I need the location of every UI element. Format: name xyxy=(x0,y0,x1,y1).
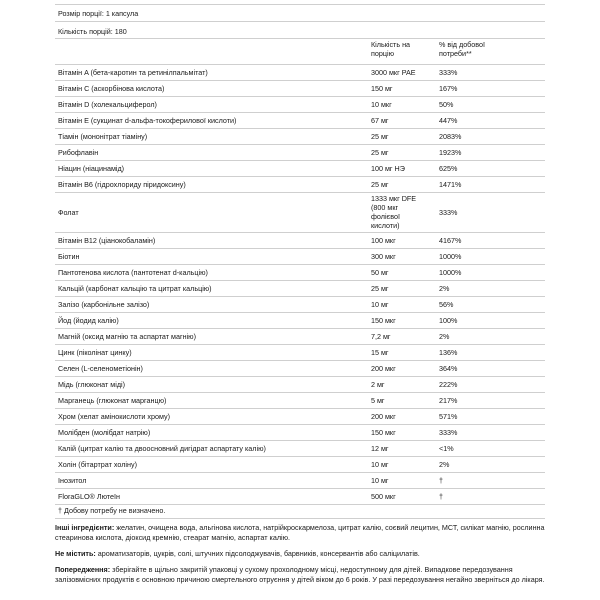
nutrient-row xyxy=(55,265,545,280)
ingredients-text: желатин, очищена вода, альгінова кислота, натрійкроскармелоза, цитрат калію, соєвий лецитин, МСТ, силікат магнію, рослинна стеаринова кислота, діоксид кремнію, стеарат магнію, аспартат калію. xyxy=(55,523,545,542)
divider xyxy=(55,4,545,5)
warning-text: зберігайте в щільно закритій упаковці у сухому прохолодному місці, недоступному для дітей. Випадкове передозування залізовмісних продуктів є основною причиною смертельного отруєння у дітей віком до 6 років. У разі передозування негайно зверніться до лікаря. xyxy=(55,565,545,584)
nutrient-name: Вітамін A (бета-каротин та ретинілпальмітат) xyxy=(58,68,208,77)
nutrient-daily-value: 1923% xyxy=(439,148,462,157)
nutrient-row xyxy=(55,457,545,472)
footnote: † Добову потребу не визначено. xyxy=(58,506,166,515)
nutrient-row xyxy=(55,281,545,296)
nutrient-name: Вітамін B6 (гідрохлориду піридоксину) xyxy=(58,180,186,189)
nutrient-row xyxy=(55,377,545,392)
nutrient-name: Вітамін B12 (ціанокобаламін) xyxy=(58,236,156,245)
nutrient-amount: 12 мг xyxy=(371,444,389,453)
nutrient-amount: 25 мг xyxy=(371,148,389,157)
nutrient-daily-value: 2% xyxy=(439,460,450,469)
nutrient-amount: 200 мкг xyxy=(371,412,396,421)
nutrient-row xyxy=(55,65,545,80)
nutrient-name: Хром (хелат амінокислоти хрому) xyxy=(58,412,170,421)
nutrient-amount: 150 мг xyxy=(371,84,393,93)
nutrient-amount: 200 мкг xyxy=(371,364,396,373)
nutrient-row xyxy=(55,129,545,144)
nutrient-row xyxy=(55,161,545,176)
nutrient-amount: 3000 мкг РАЕ xyxy=(371,68,416,77)
nutrient-amount: 50 мг xyxy=(371,268,389,277)
nutrient-daily-value: 50% xyxy=(439,100,454,109)
nutrient-amount: 15 мг xyxy=(371,348,389,357)
nutrient-amount: 10 мг xyxy=(371,460,389,469)
nutrient-amount: 7,2 мг xyxy=(371,332,391,341)
nutrient-row xyxy=(55,297,545,312)
nutrient-amount: 150 мкг xyxy=(371,316,396,325)
servings-per-container: Кількість порцій: 180 xyxy=(58,27,127,36)
nutrient-row xyxy=(55,97,545,112)
nutrient-amount: 500 мкг xyxy=(371,492,396,501)
nutrient-amount: 2 мг xyxy=(371,380,385,389)
nutrient-name: Ніацин (ніацинамід) xyxy=(58,164,125,173)
warning-paragraph xyxy=(55,565,550,584)
nutrient-daily-value: 2083% xyxy=(439,132,462,141)
amount-header: Кількість на порцію xyxy=(371,40,411,58)
nutrient-daily-value: 447% xyxy=(439,116,458,125)
nutrient-amount: 25 мг xyxy=(371,132,389,141)
nutrient-name: Інозитол xyxy=(58,476,87,485)
nutrient-row xyxy=(55,193,545,232)
nutrient-name: Селен (L-селенометіонін) xyxy=(58,364,143,373)
nutrient-row xyxy=(55,177,545,192)
nutrient-name: Кальцій (карбонат кальцію та цитрат кальцію) xyxy=(58,284,212,293)
nutrient-row xyxy=(55,329,545,344)
not-contains-label: Не містить: xyxy=(55,549,96,558)
nutrient-name: Фолат xyxy=(58,208,79,217)
nutrient-name: Цинк (піколінат цинку) xyxy=(58,348,132,357)
nutrient-row xyxy=(55,249,545,264)
nutrient-amount: 5 мг xyxy=(371,396,385,405)
nutrient-name: Йод (йодид калію) xyxy=(58,316,119,325)
nutrient-row xyxy=(55,393,545,408)
nutrient-name: Залізо (карбонільне залізо) xyxy=(58,300,150,309)
nutrient-row xyxy=(55,441,545,456)
nutrient-daily-value: 333% xyxy=(439,428,458,437)
row-divider xyxy=(55,504,545,505)
nutrient-daily-value: 2% xyxy=(439,332,450,341)
nutrient-daily-value: † xyxy=(439,476,443,485)
nutrient-daily-value: 1000% xyxy=(439,268,462,277)
nutrient-name: Рибофлавін xyxy=(58,148,99,157)
nutrient-daily-value: 217% xyxy=(439,396,458,405)
nutrient-daily-value: 625% xyxy=(439,164,458,173)
nutrient-row xyxy=(55,313,545,328)
nutrient-name: Вітамін D (холекальциферол) xyxy=(58,100,157,109)
nutrient-daily-value: 4167% xyxy=(439,236,462,245)
not-contains-text: ароматизаторів, цукрів, солі, штучних підсолоджувачів, барвників, консервантів або саліцилатів. xyxy=(97,549,420,558)
nutrient-name: Мідь (глюконат міді) xyxy=(58,380,126,389)
nutrient-amount: 67 мг xyxy=(371,116,389,125)
nutrient-name: Калій (цитрат калію та двоосновний дигідрат аспартату калію) xyxy=(58,444,266,453)
nutrient-amount: 150 мкг xyxy=(371,428,396,437)
nutrient-row xyxy=(55,409,545,424)
nutrient-name: FloraGLO® Лютеїн xyxy=(58,492,120,501)
nutrient-row xyxy=(55,361,545,376)
not-contains-paragraph xyxy=(55,549,550,559)
nutrient-daily-value: † xyxy=(439,492,443,501)
nutrient-daily-value: 136% xyxy=(439,348,458,357)
nutrient-daily-value: 364% xyxy=(439,364,458,373)
warning-label: Попередження: xyxy=(55,565,111,574)
nutrient-row xyxy=(55,145,545,160)
nutrient-row xyxy=(55,425,545,440)
nutrient-row xyxy=(55,345,545,360)
daily-value-header: % від добової потреби** xyxy=(439,40,486,58)
nutrient-amount: 25 мг xyxy=(371,180,389,189)
nutrient-amount: 100 мкг xyxy=(371,236,396,245)
nutrient-daily-value: 222% xyxy=(439,380,458,389)
nutrient-daily-value: 333% xyxy=(439,68,458,77)
nutrient-name: Марганець (глюконат марганцю) xyxy=(58,396,167,405)
nutrient-amount: 25 мг xyxy=(371,284,389,293)
nutrient-daily-value: 100% xyxy=(439,316,458,325)
nutrient-name: Молібден (молібдат натрію) xyxy=(58,428,151,437)
nutrient-name: Пантотенова кислота (пантотенат d-кальцію) xyxy=(58,268,208,277)
nutrient-amount: 10 мкг xyxy=(371,100,392,109)
nutrient-name: Вітамін C (аскорбінова кислота) xyxy=(58,84,165,93)
nutrient-daily-value: 167% xyxy=(439,84,458,93)
nutrient-name: Холін (бітартрат холіну) xyxy=(58,460,137,469)
nutrient-daily-value: 1000% xyxy=(439,252,462,261)
nutrient-row xyxy=(55,81,545,96)
nutrient-daily-value: <1% xyxy=(439,444,454,453)
nutrient-row xyxy=(55,489,545,504)
ingredients-label: Інші інгредієнти: xyxy=(55,523,115,532)
nutrient-name: Вітамін E (сукцинат d-альфа-токоферилової кислоти) xyxy=(58,116,237,125)
nutrient-name: Біотин xyxy=(58,252,80,261)
nutrient-amount: 100 мг НЭ xyxy=(371,164,405,173)
nutrient-daily-value: 571% xyxy=(439,412,458,421)
nutrient-row xyxy=(55,473,545,488)
nutrient-amount: 10 мг xyxy=(371,476,389,485)
nutrient-daily-value: 56% xyxy=(439,300,454,309)
nutrient-amount: 1333 мкг DFE (800 мкг фолієвої кислоти) xyxy=(371,194,417,230)
nutrient-row xyxy=(55,113,545,128)
nutrient-amount: 300 мкг xyxy=(371,252,396,261)
nutrient-daily-value: 1471% xyxy=(439,180,462,189)
ingredients-paragraph xyxy=(55,523,550,542)
serving-size: Розмір порції: 1 капсула xyxy=(58,9,139,18)
nutrient-daily-value: 333% xyxy=(439,208,458,217)
nutrient-daily-value: 2% xyxy=(439,284,450,293)
nutrient-name: Тіамін (мононітрат тіаміну) xyxy=(58,132,148,141)
divider xyxy=(55,38,545,39)
nutrient-row xyxy=(55,233,545,248)
divider xyxy=(55,518,545,519)
divider xyxy=(55,21,545,22)
nutrient-amount: 10 мг xyxy=(371,300,389,309)
nutrient-name: Магній (оксид магнію та аспартат магнію) xyxy=(58,332,196,341)
